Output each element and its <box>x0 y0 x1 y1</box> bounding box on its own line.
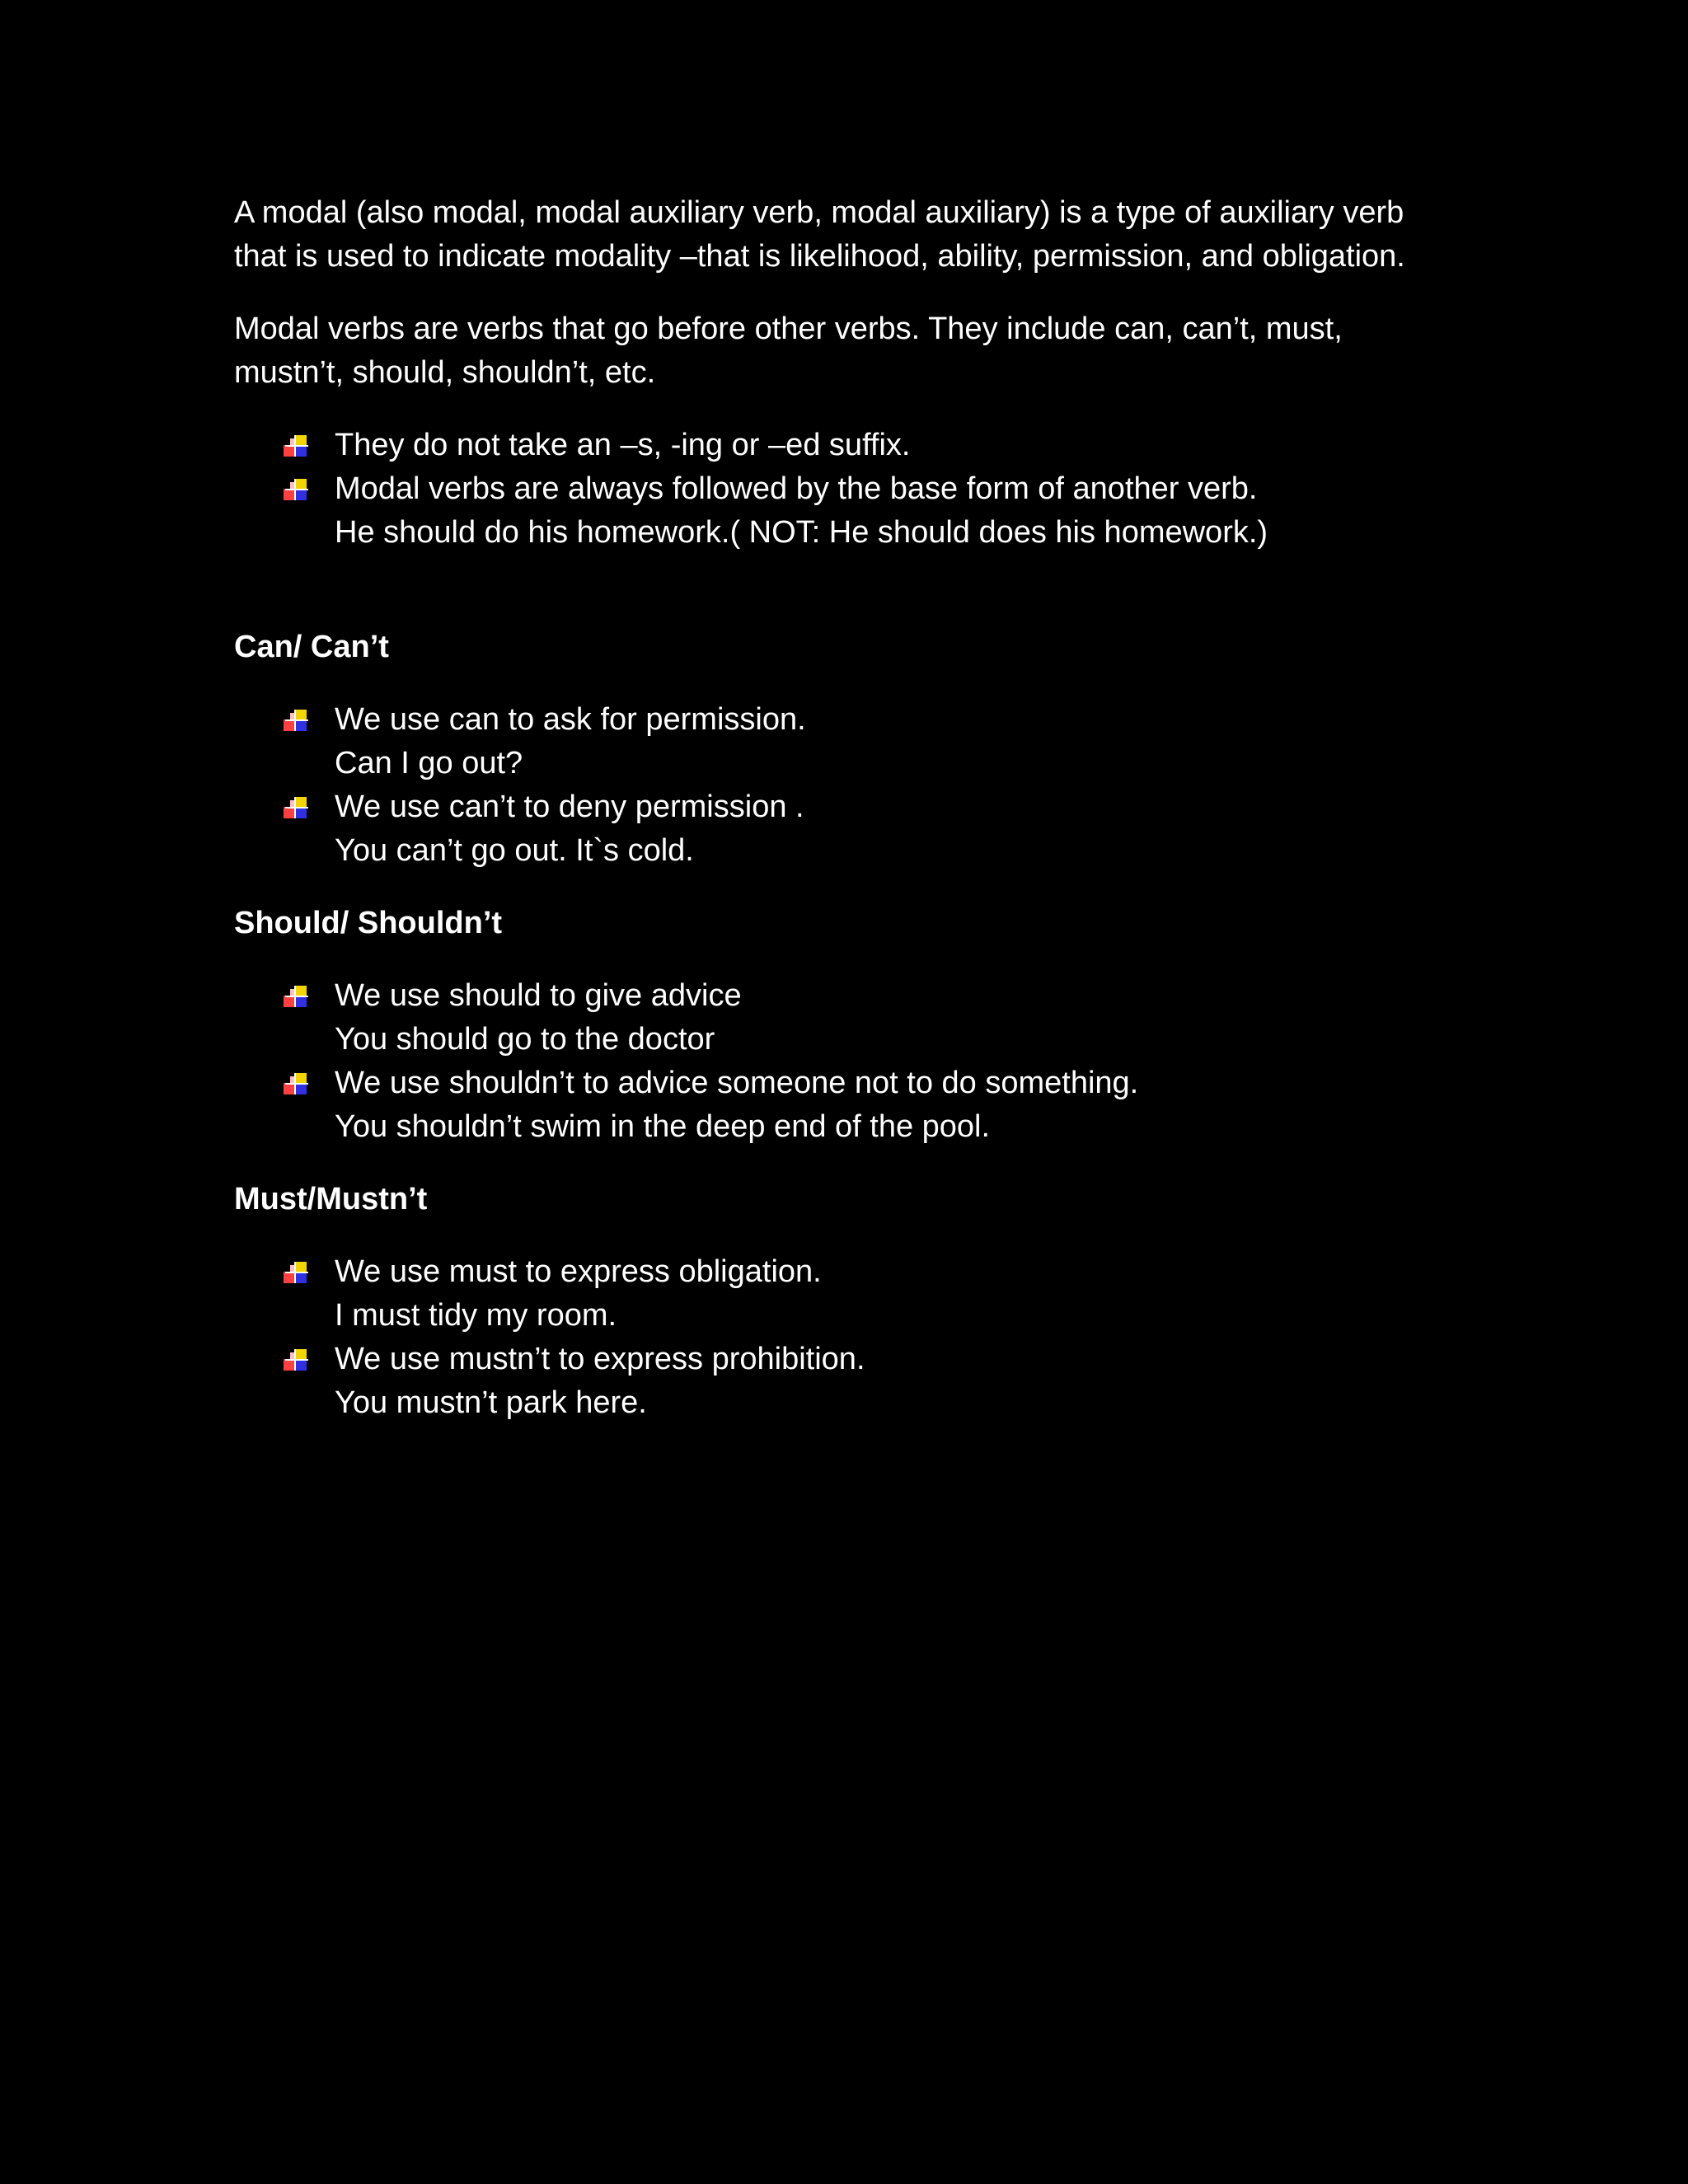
item-example: You mustn’t park here. <box>335 1385 647 1420</box>
list-item <box>234 1062 1454 1149</box>
item-text: We use mustn’t to express prohibition. <box>335 1342 865 1376</box>
list-item <box>234 974 1454 1062</box>
item-text: We use can’t to deny permission . <box>335 790 804 824</box>
rules-list <box>234 424 1454 555</box>
item-example: I must tidy my room. <box>335 1298 617 1333</box>
rule-example: He should do his homework.( NOT: He should does his homework.) <box>335 515 1268 550</box>
item-example: Can I go out? <box>335 746 523 780</box>
item-text: We use shouldn’t to advice someone not to do something. <box>335 1066 1139 1100</box>
intro-paragraph-modal-verbs: Modal verbs are verbs that go before other verbs. They include can, can’t, must, mustn’t, should, shouldn’t, etc. <box>234 312 1343 390</box>
list-item <box>234 698 1454 785</box>
item-text: We use should to give advice <box>335 978 742 1013</box>
section-heading-should: Should/ Shouldn’t <box>234 906 503 940</box>
intro-paragraph-definition: A modal (also modal, modal auxiliary verb, modal auxiliary) is a type of auxiliary verb that is used to indicate modality –that is likelihood, ability, permission, and obligation. <box>234 195 1405 274</box>
list-item <box>234 1250 1454 1338</box>
list-item <box>234 785 1454 873</box>
section-list-should <box>234 974 1454 1149</box>
list-item <box>234 1338 1454 1425</box>
colored-squares-bullet-icon <box>284 710 308 731</box>
colored-squares-bullet-icon <box>284 1262 308 1283</box>
section-list-must <box>234 1250 1454 1425</box>
colored-squares-bullet-icon <box>284 986 308 1007</box>
list-item <box>234 467 1454 555</box>
rule-text: They do not take an –s, -ing or –ed suffix. <box>335 428 911 462</box>
colored-squares-bullet-icon <box>284 435 308 457</box>
section-heading-must: Must/Mustn’t <box>234 1182 428 1216</box>
item-example: You should go to the doctor <box>335 1022 715 1057</box>
colored-squares-bullet-icon <box>284 797 308 818</box>
section-gap <box>234 583 1454 626</box>
colored-squares-bullet-icon <box>284 479 308 500</box>
item-example: You shouldn’t swim in the deep end of the pool. <box>335 1109 991 1144</box>
colored-squares-bullet-icon <box>284 1073 308 1094</box>
list-item <box>234 424 1454 467</box>
item-text: We use can to ask for permission. <box>335 702 806 737</box>
rule-text: Modal verbs are always followed by the base form of another verb. <box>335 471 1258 506</box>
colored-squares-bullet-icon <box>284 1349 308 1371</box>
section-heading-can: Can/ Can’t <box>234 630 389 664</box>
item-example: You can’t go out. It`s cold. <box>335 833 694 868</box>
item-text: We use must to express obligation. <box>335 1254 822 1289</box>
section-list-can <box>234 698 1454 873</box>
document-page <box>234 191 1454 1454</box>
